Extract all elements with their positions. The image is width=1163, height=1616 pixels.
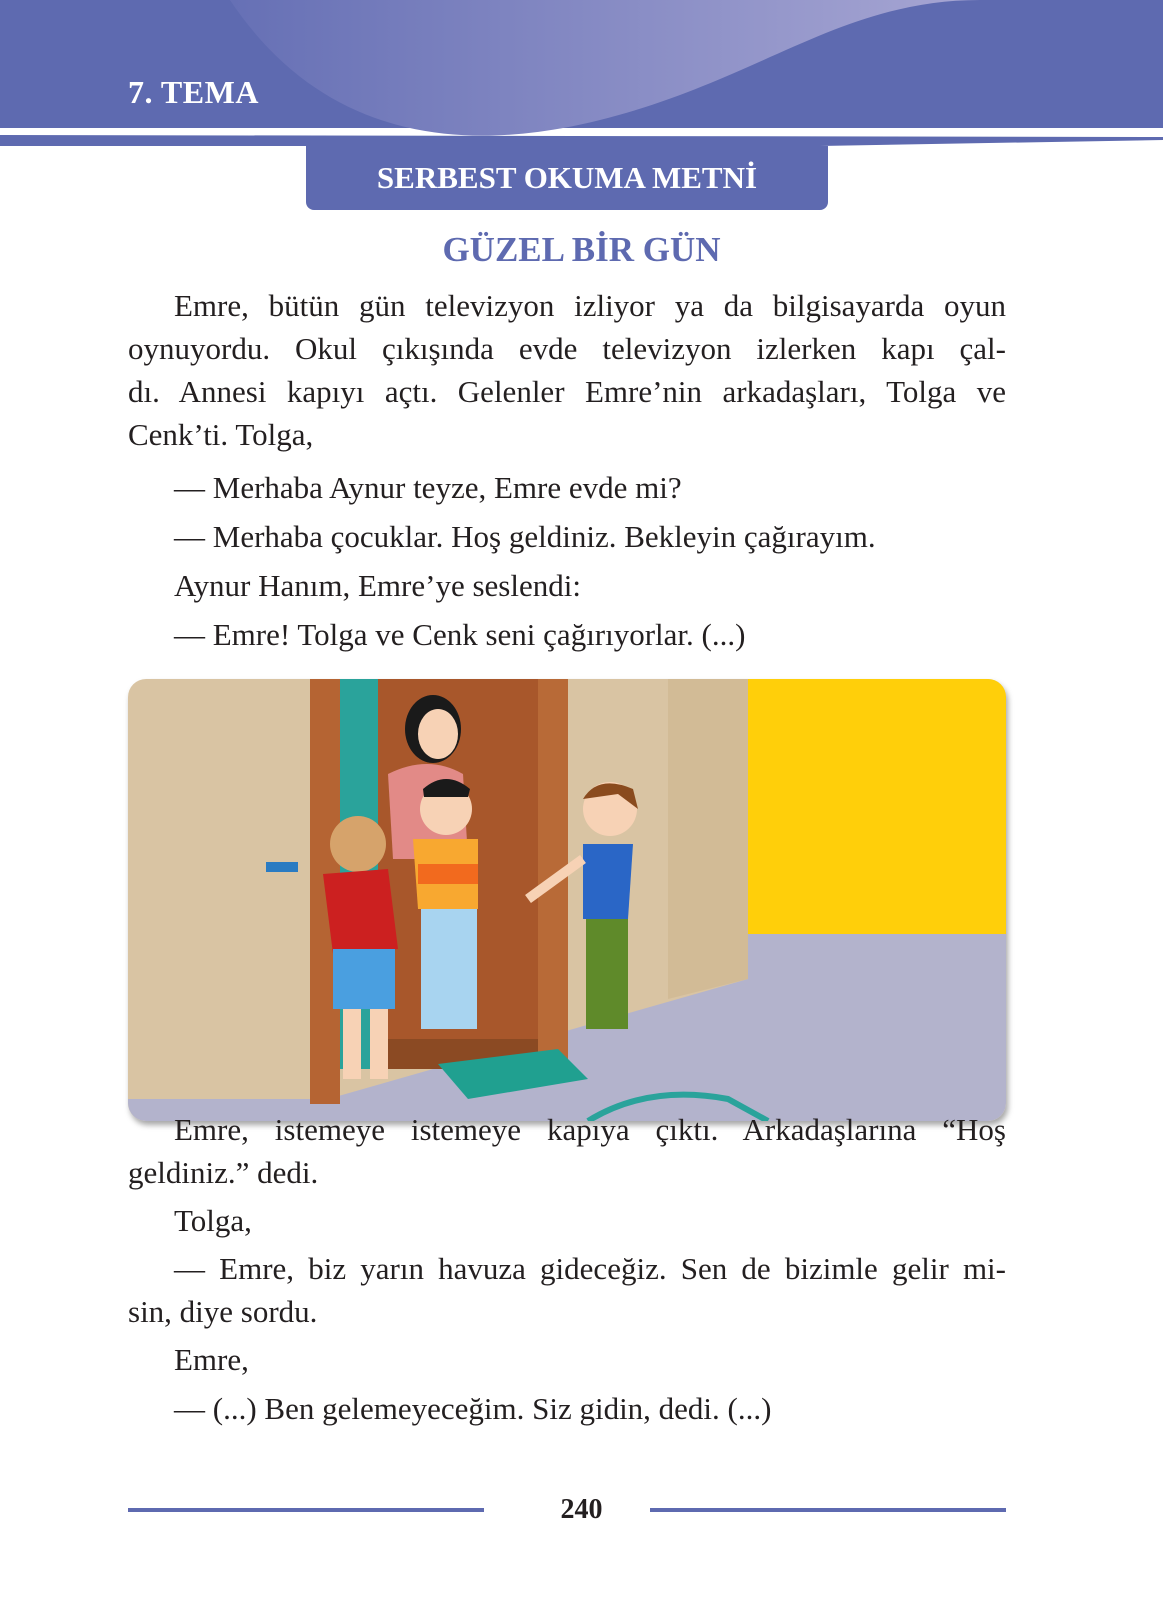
text-line: sin, diye sordu. [128,1294,318,1329]
text-line: dı. Annesi kapıyı açtı. Gelenler Emre’nin arkadaşları, Tolga ve [128,374,1006,409]
text-line: — Merhaba çocuklar. Hoş geldiniz. Bekleyin çağırayım. [174,519,876,554]
text-line: geldiniz.” dedi. [128,1155,319,1190]
paragraph-4 [128,1247,1006,1333]
text-line: Aynur Hanım, Emre’ye seslendi: [174,568,581,603]
paragraph-2 [128,1108,1006,1194]
story-title: GÜZEL BİR GÜN [442,230,721,269]
paragraph-1 [128,284,1006,456]
text-line: Cenk’ti. Tolga, [128,417,314,452]
door-scene-illustration [128,679,1006,1121]
theme-label: 7. TEMA [128,74,259,110]
paragraph-3 [128,1199,1006,1242]
text-line: — Emre! Tolga ve Cenk seni çağırıyorlar. (...) [174,617,746,652]
story-illustration [128,679,1006,1121]
section-tab: SERBEST OKUMA METNİ [306,146,828,210]
text-line: Tolga, [174,1203,252,1238]
page-number: 240 [560,1494,603,1525]
text-line: oynuyordu. Okul çıkışında evde televizyon izlerken kapı çal- [128,331,1006,366]
text-line: Emre, bütün gün televizyon izliyor ya da bilgisayarda oyun [174,288,1006,323]
text-line: — Emre, biz yarın havuza gideceğiz. Sen de bizimle gelir mi- [174,1251,1006,1286]
text-line: — Merhaba Aynur teyze, Emre evde mi? [174,470,682,505]
text-line: Emre, [174,1342,249,1377]
text-line: Emre, istemeye istemeye kapıya çıktı. Arkadaşlarına “Hoş [174,1112,1006,1147]
text-line: — (...) Ben gelemeyeceğim. Siz gidin, dedi. (...) [174,1391,772,1426]
dialogue-1 [128,466,1006,656]
paragraph-5 [128,1338,1006,1430]
page-header-banner [0,0,1163,130]
